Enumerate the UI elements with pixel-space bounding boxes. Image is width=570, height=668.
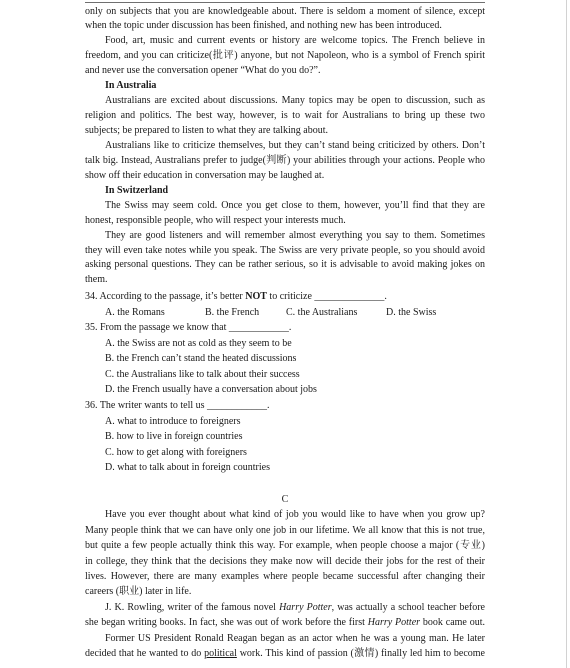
question-36-stem [85,398,485,414]
line-text: decided that he wanted to do [85,648,205,660]
paragraph-line: in college, they think that the decisions they make now will decide their jobs for the rest of their [85,555,485,567]
answer-option-a: A. the Swiss are not as cold as they seem to be [105,337,292,349]
section-heading-switzerland: In Switzerland [105,184,169,196]
question-stem-text: 35. From the passage we know that [85,322,229,334]
paragraph-line: Food, art, music and current events or history are welcome topics. The French believe in [105,35,485,47]
answer-blank: ______________ [314,291,385,303]
question-34-stem [85,289,485,305]
answer-option-d: D. the French usually have a conversation about jobs [105,384,317,396]
answer-blank: ____________ [228,322,289,334]
paragraph-line [85,646,485,661]
book-title-italic: Harry Potter [279,601,332,613]
passage-label: C [281,493,289,505]
question-34-options [85,305,485,321]
paragraph-line [85,615,485,630]
book-title-italic: Harry Potter [367,617,421,629]
section-heading-australia: In Australia [105,80,157,92]
passage-c-label-block [85,492,485,507]
questions-block [85,289,485,476]
answer-option-c: C. the Australians like to talk about their success [105,368,300,380]
line-text: she began writing books. In fact, she was out of work before the first [85,617,368,629]
question-stem-text: to criticize [266,291,315,303]
question-stem-text: 36. The writer wants to tell us [85,400,208,412]
answer-option-d: D. the Swiss [386,306,437,318]
top-rule [85,2,485,3]
paragraph-line: they will even take notes while you speak. The Swiss are very private people, so you should avoid [85,244,485,256]
paragraph-line: Australians like to criticize themselves, but they can’t stand being criticized by others. Don’t [105,139,485,151]
passage-c [85,507,485,661]
answer-option-c: C. how to get along with foreigners [105,446,247,458]
page-edge-line [566,0,567,668]
answer-option-b: B. the French can’t stand the heated discussions [105,353,297,365]
line-text: J. K. Rowling, writer of the famous novel [105,601,280,613]
paragraph-line [85,600,485,615]
question-stem-text: 34. According to the passage, it’s better [85,291,246,303]
paragraph-line: them. [85,274,108,286]
underlined-word: political [204,648,237,660]
paragraph-line: They are good listeners and will remember almost everything you say to them. Sometimes [105,229,485,241]
paragraph-line: asking personal questions. They can be rather serious, so it is advisable to avoid making jokes on [85,259,485,271]
answer-option-b: B. the French [205,306,260,318]
passage-b-continued [85,5,485,289]
paragraph-line: only on subjects that you are knowledgeable about. There is seldom a moment of silence, except [85,5,485,17]
answer-option-a: A. the Romans [105,306,165,318]
answer-option-c: C. the Australians [286,306,358,318]
paragraph-line: religion and politics. The best way, however, is to wait for Australians to bring up these two [85,110,485,122]
answer-option-b: B. how to live in foreign countries [105,431,243,443]
answer-blank: ____________ [207,400,268,412]
line-text: work. This kind of passion (激情) finally led him to become [236,648,485,660]
line-text: , was actually a school teacher before [331,601,485,613]
paragraph-line: Former US President Ronald Reagan began as an actor when he was a young man. He later [105,632,485,644]
paragraph-line: subjects; be prepared to listen to what they are talking about. [85,125,328,136]
paragraph-line: careers (职业) later in life. [85,586,192,598]
paragraph-line: freedom, and you can criticize(批评) anyone, but not Napoleon, who is a symbol of French spirit [85,50,485,62]
answer-option-a: A. what to introduce to foreigners [105,415,241,427]
question-stem-end: . [267,400,270,412]
line-text: book came out. [420,617,485,629]
question-stem-end: . [384,291,387,303]
paragraph-line: and never use the conversation opener “What do you do?”. [85,65,321,77]
paragraph-line: Have you ever thought about what kind of job you would like to have when you grow up? [105,509,485,521]
paragraph-line: when the topic under discussion has been finished, and nothing new has been introduced. [85,20,442,32]
paragraph-line: Many people think that we can have only one job in our lifetime. We all know that this is not true, [85,524,485,536]
paragraph-line: The Swiss may seem cold. Once you get close to them, however, you’ll find that they are [105,199,485,211]
paragraph-line: but quite a few people actually think this way. For example, when people choose a major (专业) [85,540,485,552]
paragraph-line: lives. However, there are many examples where people became successful after changing their [85,571,485,583]
paragraph-line: show off their education in conversation may be laughed at. [85,169,325,181]
question-stem-end: . [288,322,292,334]
question-35-stem [85,320,485,336]
paragraph-line: talk big. Instead, Australians prefer to judge(判断) your abilities through your actions. People who [85,154,485,166]
answer-option-d: D. what to talk about in foreign countries [105,462,270,474]
paragraph-line: Australians are excited about discussions. Many topics may be open to discussion, such as [105,95,485,107]
paragraph-line: honest, responsible people, who will respect your interests much. [85,214,346,226]
emphasis-not: NOT [245,291,267,303]
